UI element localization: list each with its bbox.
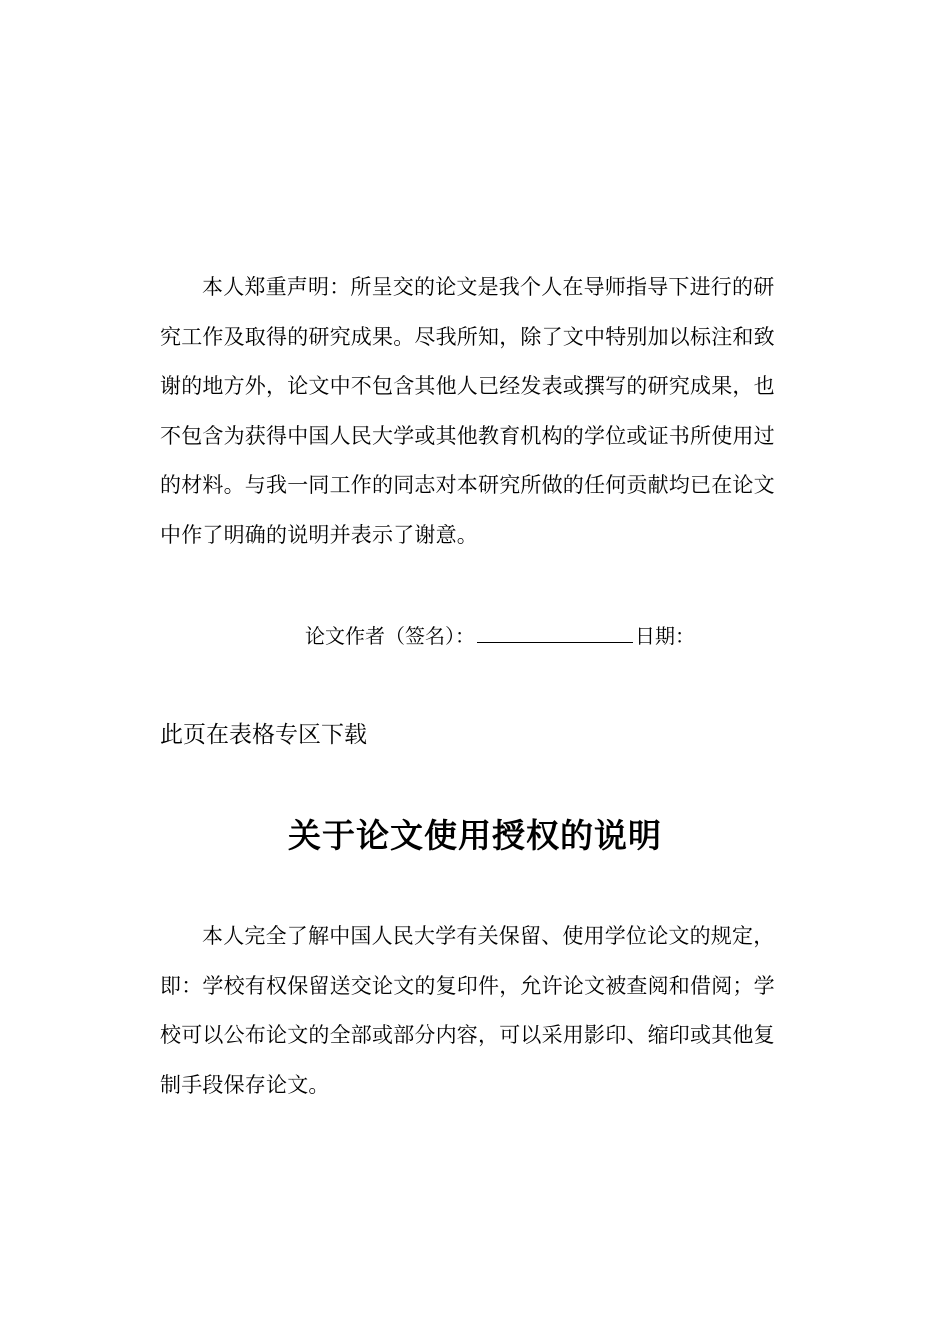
declaration-line: 本人郑重声明：所呈交的论文是我个人在导师指导下进行的研 — [202, 275, 775, 299]
author-signature-blank[interactable] — [477, 620, 633, 643]
declaration-line: 不包含为获得中国人民大学或其他教育机构的学位或证书所使用过 — [160, 423, 775, 448]
declaration-line: 谢的地方外，论文中不包含其他人已经发表或撰写的研究成果，也 — [160, 374, 775, 399]
authorization-title: 关于论文使用授权的说明 — [288, 816, 662, 855]
authorization-line: 本人完全了解中国人民大学有关保留、使用学位论文的规定， — [202, 924, 775, 948]
author-signature-label: 论文作者（签名）： — [305, 624, 475, 648]
authorization-line: 即：学校有权保留送交论文的复印件，允许论文被查阅和借阅；学 — [160, 973, 775, 998]
authorization-line: 校可以公布论文的全部或部分内容，可以采用影印、缩印或其他复 — [160, 1023, 775, 1048]
signature-row — [305, 620, 695, 651]
declaration-paragraph — [160, 263, 812, 561]
declaration-line: 的材料。与我一同工作的同志对本研究所做的任何贡献均已在论文 — [160, 473, 775, 498]
authorization-paragraph — [160, 912, 812, 1110]
declaration-line: 究工作及取得的研究成果。尽我所知，除了文中特别加以标注和致 — [160, 324, 775, 349]
declaration-line: 中作了明确的说明并表示了谢意。 — [160, 522, 478, 547]
date-label: 日期： — [635, 624, 695, 648]
authorization-line: 制手段保存论文。 — [160, 1072, 330, 1097]
download-note: 此页在表格专区下载 — [160, 722, 367, 748]
